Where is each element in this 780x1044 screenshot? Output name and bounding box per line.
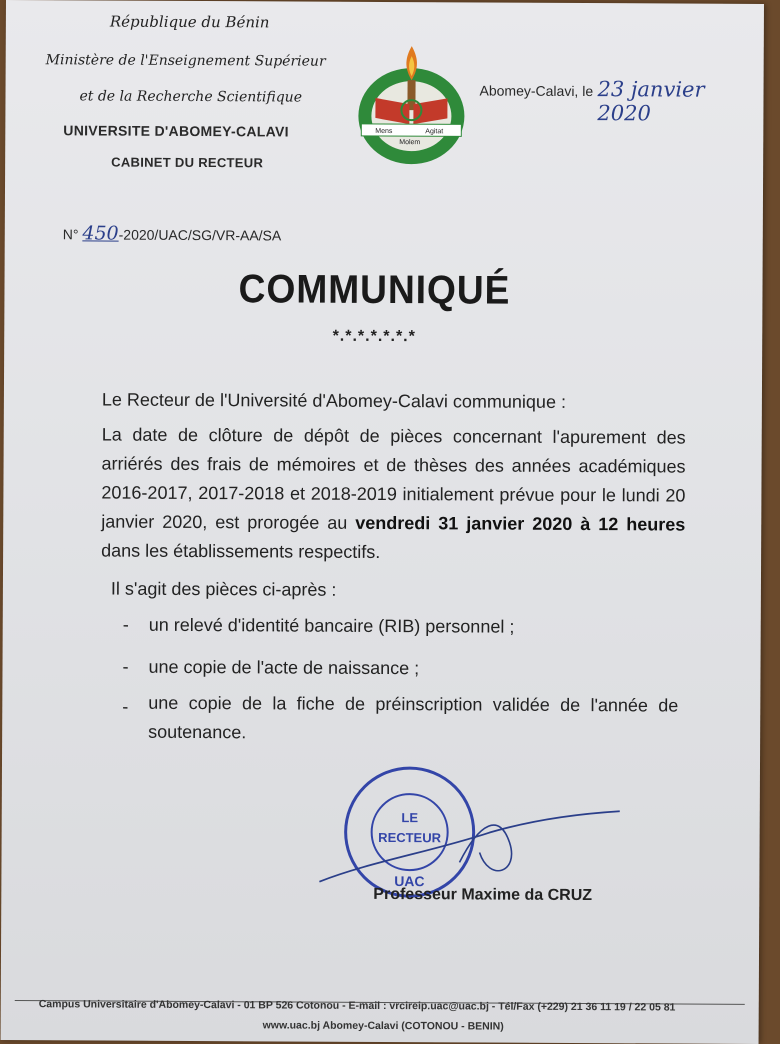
list-intro: Il s'agit des pièces ci-après : [110,578,337,600]
university-name: UNIVERSITE D'ABOMEY-CALAVI [63,122,289,140]
handwritten-date: 23 janvier 2020 [597,77,705,126]
ministry-line: Ministère de l'Enseignement Supérieur [45,52,326,70]
document-title: COMMUNIQUÉ [238,267,511,313]
logo-motto-left: Mens [375,127,393,136]
logo-motto-bottom: Molem [399,139,421,147]
reference-prefix: N° [62,226,79,243]
list-item: une copie de l'acte de naissance ; [148,656,420,679]
logo-motto-right: Agitat [425,128,444,136]
stamp-recteur: RECTEUR [378,829,442,846]
list-item: une copie de la fiche de préinscription validée de l'année de soutenance. [148,692,679,743]
title-separator: *.*.*.*.*.*.* [332,327,416,346]
signer-name: Professeur Maxime da CRUZ [373,885,593,905]
cabinet-name: CABINET DU RECTEUR [111,154,264,171]
intro-text: Le Recteur de l'Université d'Abomey-Calavi communique : [101,389,567,412]
reference-line [63,222,282,245]
date-place: Abomey-Calavi, le [479,82,594,100]
deadline-text: vendredi 31 janvier 2020 à 12 heures [355,512,686,535]
reference-number: 450 [82,222,119,245]
footer-website: www.uac.bj Abomey-Calavi (COTONOU - BENIN) [262,1019,504,1033]
reference-suffix: -2020/UAC/SG/VR-AA/SA [118,226,282,244]
footer-address: Campus Universitaire d'Abomey-Calavi - 01 BP 526 Cotonou - E-mail : vrcireip.uac@uac.bj - Tél/Fax (+229) 21 36 11 19 / 22 05 81 [38,998,676,1014]
university-logo [355,40,468,167]
document-page: République du Bénin Ministère de l'Enseignement Supérieur et de la Recherche Scientifique UNIVERSITE D'ABOMEY-CALAVI CABINET DU RECTEUR Mens Agitat Molem Abomey-Calavi, le 23 janvier 2020 N° 450-2020/UAC/SG/VR-AA/SA COMMUNIQUÉ *.*.*.*.*.*.* Le Recteur de l'Université d'Abomey-Calavi communique : La date de clôture de dépôt de pièces concernant l'apurement des arriérés des frais de mémoires et de thèses des années académiques 2016-2017, 2017-2018 et 2018-2019 initialement prévue pour le lundi 20 janvier 2020, est prorogée au vendredi 31 janvier 2020 à 12 heures dans les établissements respectifs. Il s'agit des pièces ci-après : - un relevé d'identité bancaire (RIB) personnel ; - une copie de l'acte de naissance ; - une copie de la fiche de préinscription validée de l'année de soutenance. LE RECTEUR UAC Professeur Maxime da CRUZ Campus Universitaire d'Abomey-Calavi - 01 BP 526 Cotonou - E-mail : vrcireip.uac@uac.bj - Tél/Fax (+229) 21 36 11 19 / 22 05 81 www.uac.bj Abomey-Calavi (COTONOU - BENIN) [1,0,764,1044]
list-item: un relevé d'identité bancaire (RIB) personnel ; [148,614,515,637]
stamp-le: LE [401,810,419,826]
stamp-uac: UAC [394,873,425,890]
ministry-line-2: et de la Recherche Scientifique [79,88,303,106]
republic-line: République du Bénin [109,12,270,32]
main-paragraph: La date de clôture de dépôt de pièces concernant l'apurement des arriérés des frais de mémoires et de thèses des années académiques 2016-2017, 2017-2018 et 2018-2019 initialement prévue pour le lundi 20 janvier 2020, est prorogée au vendredi 31 janvier 2020 à 12 heures dans les établissements respectifs. [101,424,686,562]
